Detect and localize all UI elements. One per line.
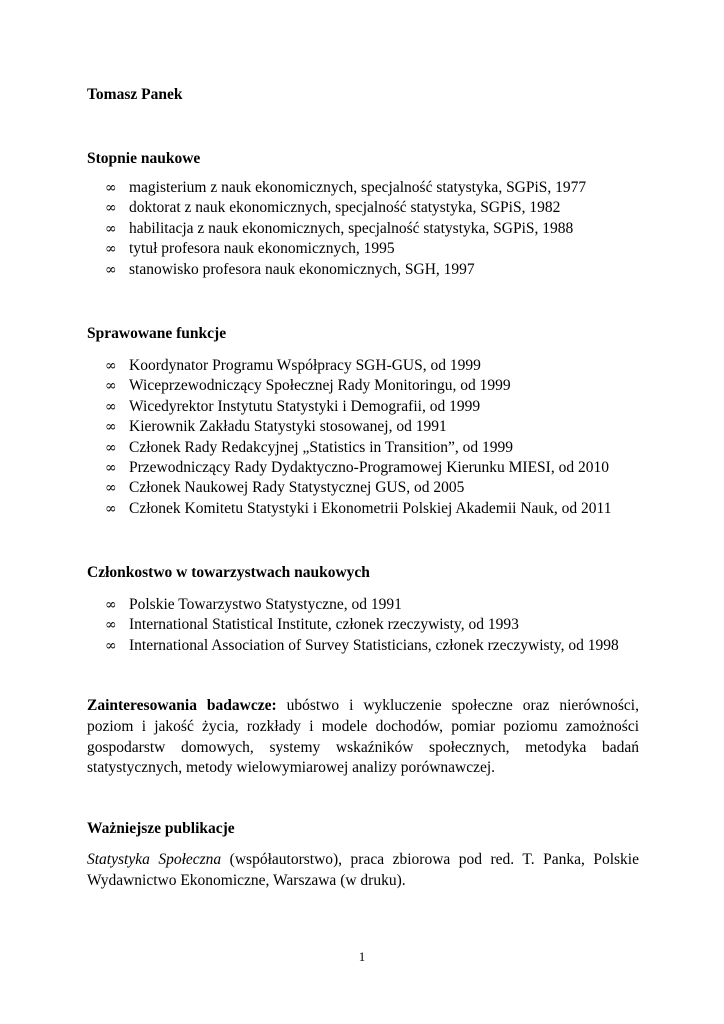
infinity-bullet-icon: ∞ bbox=[105, 459, 117, 476]
page-number: 1 bbox=[358, 949, 366, 964]
research-interests-label: Zainteresowania badawcze: bbox=[87, 697, 277, 714]
list-item: ∞ habilitacja z nauk ekonomicznych, specjalność statystyka, SGPiS, 1988 bbox=[105, 219, 586, 239]
infinity-bullet-icon: ∞ bbox=[105, 180, 117, 196]
research-interests-paragraph bbox=[87, 696, 639, 779]
list-item: ∞ magisterium z nauk ekonomicznych, specjalność statystyka, SGPiS, 1977 bbox=[105, 178, 586, 198]
infinity-bullet-icon: ∞ bbox=[105, 358, 117, 374]
list-item: ∞ International Statistical Institute, członek rzeczywisty, od 1993 bbox=[105, 615, 619, 635]
infinity-bullet-icon: ∞ bbox=[105, 597, 117, 613]
list-item: ∞ Polskie Towarzystwo Statystyczne, od 1991 bbox=[105, 595, 619, 615]
degrees-list bbox=[105, 178, 586, 280]
list-item: ∞ Przewodniczący Rady Dydaktyczno-Programowej Kierunku MIESI, od 2010 bbox=[105, 458, 611, 478]
infinity-bullet-icon: ∞ bbox=[105, 261, 117, 278]
publications-heading: Ważniejsze publikacje bbox=[87, 820, 235, 837]
infinity-bullet-icon: ∞ bbox=[105, 220, 117, 237]
infinity-bullet-icon: ∞ bbox=[105, 378, 117, 395]
infinity-bullet-icon: ∞ bbox=[105, 500, 117, 517]
infinity-bullet-icon: ∞ bbox=[105, 617, 117, 634]
publication-title: Statystyka Społeczna bbox=[87, 851, 222, 868]
author-name: Tomasz Panek bbox=[87, 86, 183, 103]
publication-details: (współautorstwo), praca zbiorowa pod red. T. Panka, Polskie Wydawnictwo Ekonomiczne, Warszawa (w druku). bbox=[87, 851, 639, 889]
degrees-heading: Stopnie naukowe bbox=[87, 150, 201, 167]
memberships-heading: Członkostwo w towarzystwach naukowych bbox=[87, 564, 370, 581]
infinity-bullet-icon: ∞ bbox=[105, 200, 117, 217]
infinity-bullet-icon: ∞ bbox=[105, 241, 117, 258]
list-item: ∞ Członek Komitetu Statystyki i Ekonometrii Polskiej Akademii Nauk, od 2011 bbox=[105, 499, 611, 519]
research-interests-text: ubóstwo i wykluczenie społeczne oraz nierówności, poziom i jakość życia, rozkłady i modele dochodów, pomiar poziomu zamożności gospodarstw domowych, systemy wskaźników społecznych, metodyka badań statystycznych, metody wielowymiarowej analizy porównawczej. bbox=[87, 697, 639, 777]
list-item: ∞ Wicedyrektor Instytutu Statystyki i Demografii, od 1999 bbox=[105, 397, 611, 417]
list-item: ∞ International Association of Survey Statisticians, członek rzeczywisty, od 1998 bbox=[105, 636, 619, 656]
infinity-bullet-icon: ∞ bbox=[105, 480, 117, 497]
publication-entry bbox=[87, 850, 639, 892]
list-item: ∞ tytuł profesora nauk ekonomicznych, 1995 bbox=[105, 239, 586, 259]
memberships-list bbox=[105, 595, 619, 656]
list-item: ∞ Kierownik Zakładu Statystyki stosowanej, od 1991 bbox=[105, 417, 611, 437]
list-item: ∞ Wiceprzewodniczący Społecznej Rady Monitoringu, od 1999 bbox=[105, 376, 611, 396]
list-item: ∞ stanowisko profesora nauk ekonomicznych, SGH, 1997 bbox=[105, 260, 586, 280]
functions-heading: Sprawowane funkcje bbox=[87, 325, 227, 342]
functions-list bbox=[105, 356, 611, 519]
list-item: ∞ Członek Rady Redakcyjnej „Statistics in Transition”, od 1999 bbox=[105, 438, 611, 458]
infinity-bullet-icon: ∞ bbox=[105, 637, 117, 654]
list-item: ∞ Członek Naukowej Rady Statystycznej GUS, od 2005 bbox=[105, 478, 611, 498]
list-item: ∞ Koordynator Programu Współpracy SGH-GUS, od 1999 bbox=[105, 356, 611, 376]
infinity-bullet-icon: ∞ bbox=[105, 398, 117, 415]
infinity-bullet-icon: ∞ bbox=[105, 439, 117, 456]
infinity-bullet-icon: ∞ bbox=[105, 419, 117, 436]
list-item: ∞ doktorat z nauk ekonomicznych, specjalność statystyka, SGPiS, 1982 bbox=[105, 198, 586, 218]
